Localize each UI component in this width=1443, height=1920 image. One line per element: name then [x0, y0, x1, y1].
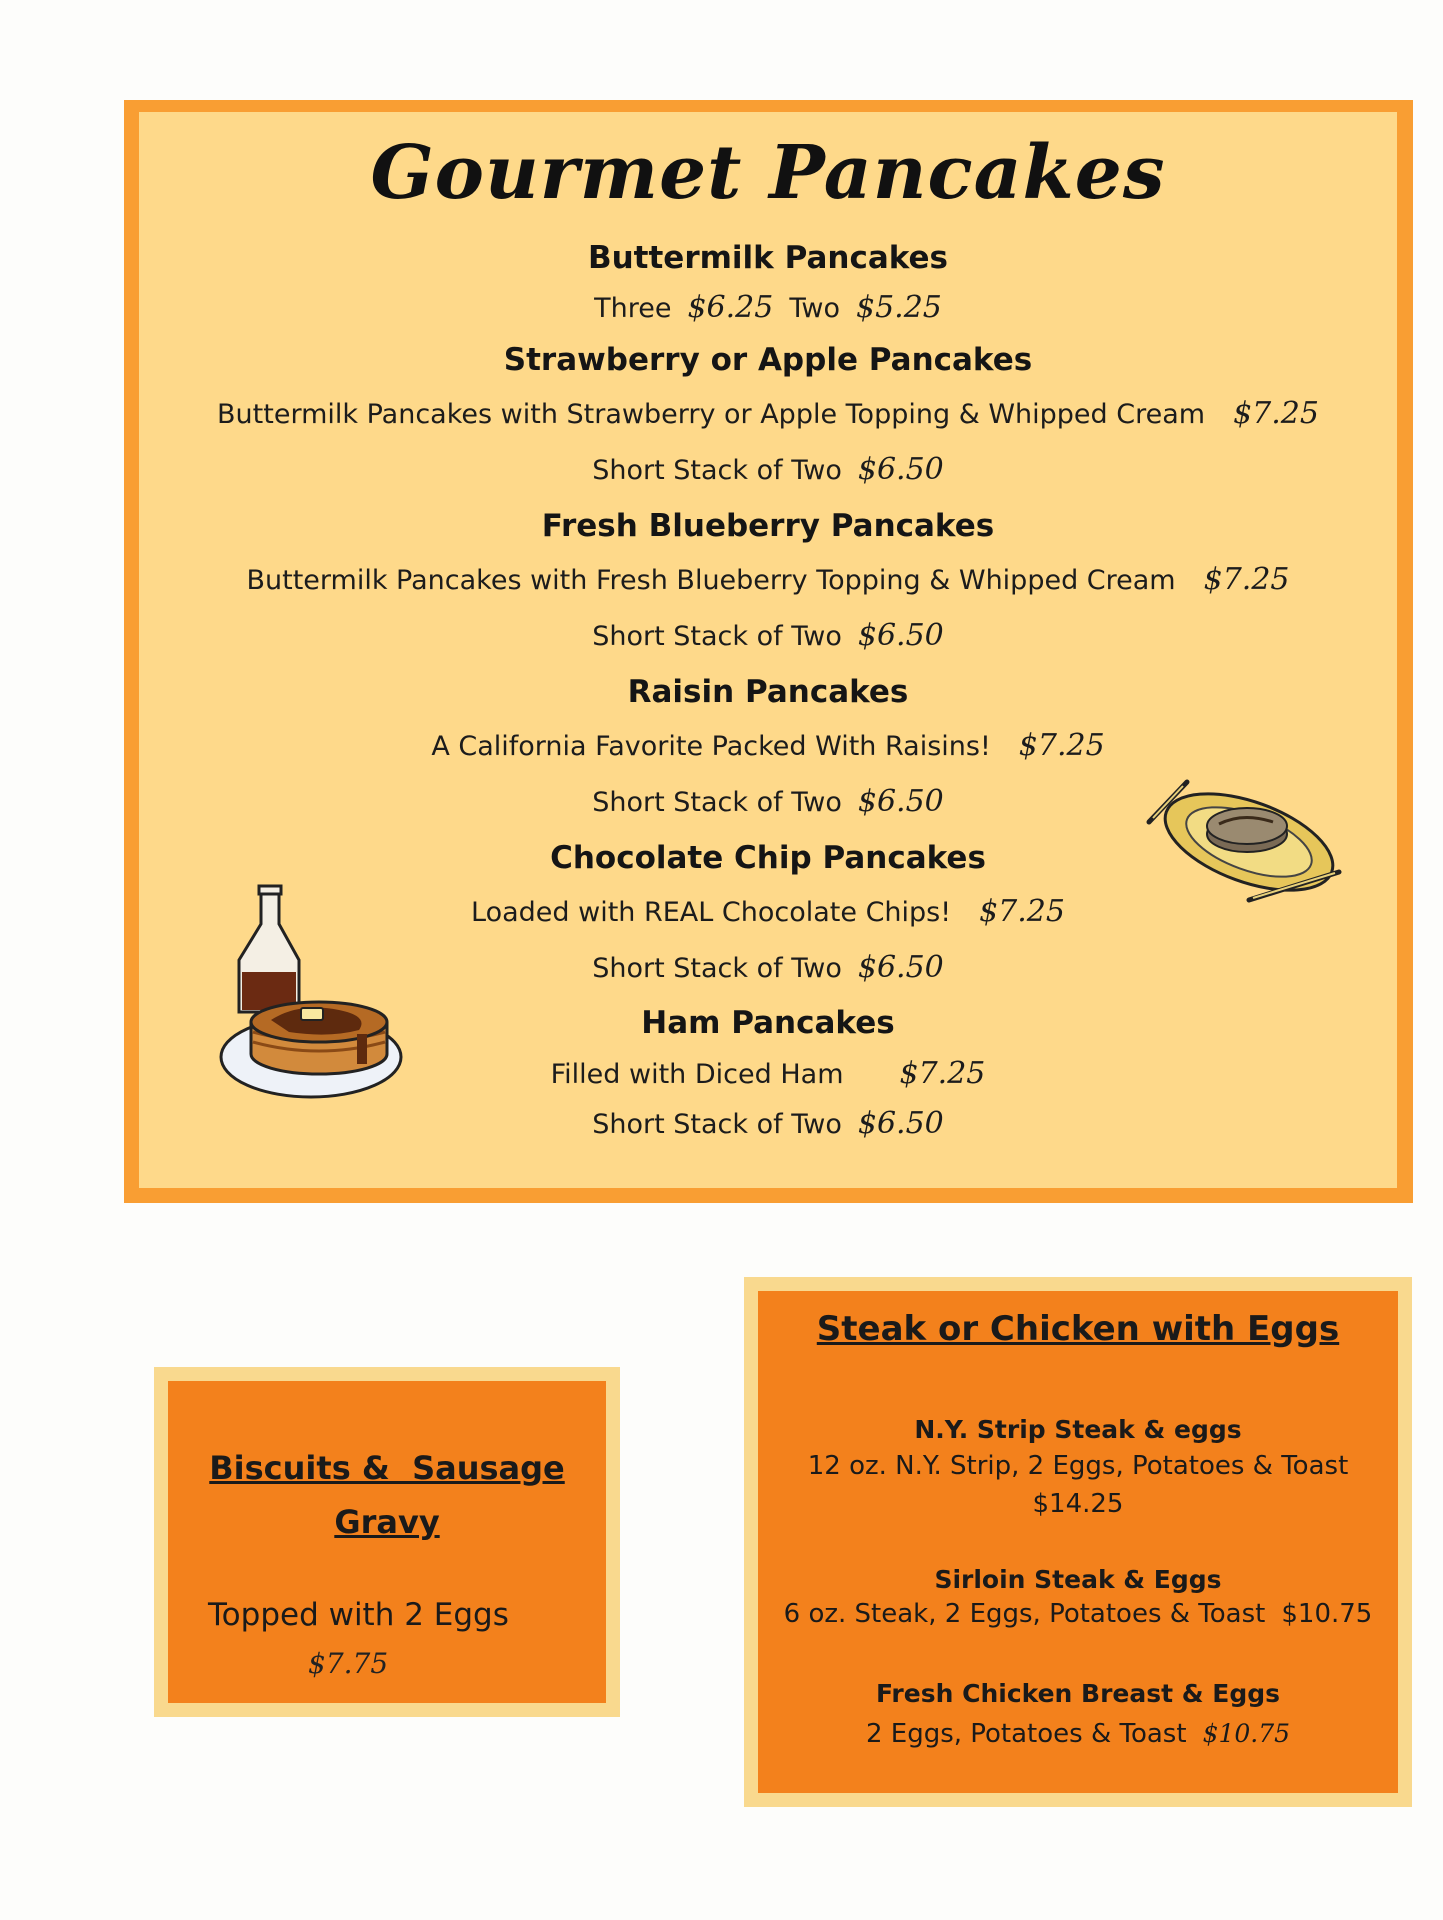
- item-price: $7.25: [1018, 728, 1105, 763]
- biscuits-title-line2: Gravy: [334, 1503, 440, 1541]
- item-prices-buttermilk: [139, 290, 1397, 325]
- item-price: $7.25: [1233, 396, 1319, 431]
- item-desc-strawberry: [139, 396, 1397, 431]
- sirloin-price: $10.75: [1281, 1599, 1373, 1629]
- item-name-raisin: Raisin Pancakes: [627, 674, 909, 710]
- item-name-buttermilk: Buttermilk Pancakes: [587, 240, 949, 276]
- steak-title: Steak or Chicken with Eggs: [816, 1309, 1340, 1349]
- chicken-price: $10.75: [1202, 1719, 1291, 1748]
- short-stack-price: $6.50: [857, 452, 944, 487]
- item-desc-text: Buttermilk Pancakes with Strawberry or Apple Topping & Whipped Cream: [217, 399, 1206, 430]
- syrup-pancakes-icon: [209, 872, 409, 1112]
- biscuits-price: $7.75: [308, 1647, 389, 1680]
- sirloin-name: Sirloin Steak & Eggs: [934, 1565, 1222, 1594]
- short-stack-label: Short Stack of Two: [592, 621, 842, 652]
- short-stack-blueberry: [139, 618, 1397, 653]
- three-price: $6.25: [687, 290, 774, 325]
- biscuits-title-line1: Biscuits & Sausage: [209, 1449, 565, 1487]
- steak-inner: [758, 1291, 1398, 1793]
- short-stack-label: Short Stack of Two: [592, 455, 842, 486]
- sirloin-desc-line: [758, 1599, 1398, 1629]
- two-price: $5.25: [855, 290, 942, 325]
- biscuits-inner: [168, 1381, 606, 1703]
- gourmet-pancakes-panel: [124, 100, 1413, 1203]
- chicken-desc: 2 Eggs, Potatoes & Toast: [865, 1719, 1187, 1749]
- item-price: $7.25: [1203, 562, 1290, 597]
- biscuits-desc: Topped with 2 Eggs: [208, 1597, 509, 1633]
- item-price: $7.25: [979, 894, 1065, 929]
- gourmet-pancakes-inner: [139, 112, 1397, 1188]
- short-stack-label: Short Stack of Two: [592, 787, 842, 818]
- item-price: $7.25: [899, 1056, 986, 1091]
- item-desc-raisin: [139, 728, 1397, 763]
- item-desc-blueberry: [139, 562, 1397, 597]
- item-desc-text: Buttermilk Pancakes with Fresh Blueberry Topping & Whipped Cream: [246, 565, 1176, 596]
- three-label: Three: [594, 293, 672, 324]
- ny-strip-name: N.Y. Strip Steak & eggs: [914, 1415, 1242, 1444]
- pancake-plate-icon: [1139, 772, 1359, 922]
- biscuits-title: [168, 1441, 606, 1549]
- short-stack-price: $6.50: [857, 1106, 944, 1141]
- chicken-desc-line: [758, 1719, 1398, 1749]
- ny-strip-price: $14.25: [1032, 1489, 1124, 1519]
- short-stack-price: $6.50: [857, 950, 944, 985]
- short-stack-label: Short Stack of Two: [592, 953, 842, 984]
- two-label: Two: [789, 293, 840, 324]
- ny-strip-desc: 12 oz. N.Y. Strip, 2 Eggs, Potatoes & Toast: [807, 1451, 1349, 1481]
- item-name-chocolate: Chocolate Chip Pancakes: [550, 840, 986, 876]
- steak-panel: [744, 1277, 1412, 1807]
- short-stack-price: $6.50: [857, 618, 944, 653]
- item-name-strawberry: Strawberry or Apple Pancakes: [503, 342, 1033, 378]
- item-name-blueberry: Fresh Blueberry Pancakes: [541, 508, 995, 544]
- chicken-name: Fresh Chicken Breast & Eggs: [875, 1679, 1281, 1708]
- item-name-ham: Ham Pancakes: [641, 1005, 895, 1041]
- short-stack-strawberry: [139, 452, 1397, 487]
- item-desc-text: Loaded with REAL Chocolate Chips!: [471, 897, 952, 928]
- short-stack-label: Short Stack of Two: [592, 1109, 842, 1140]
- page-title: Gourmet Pancakes: [370, 130, 1166, 216]
- sirloin-desc: 6 oz. Steak, 2 Eggs, Potatoes & Toast: [783, 1599, 1266, 1629]
- item-desc-text: A California Favorite Packed With Raisins!: [431, 731, 991, 762]
- item-desc-text: Filled with Diced Ham: [550, 1059, 844, 1090]
- biscuits-panel: [154, 1367, 620, 1717]
- short-stack-price: $6.50: [857, 784, 944, 819]
